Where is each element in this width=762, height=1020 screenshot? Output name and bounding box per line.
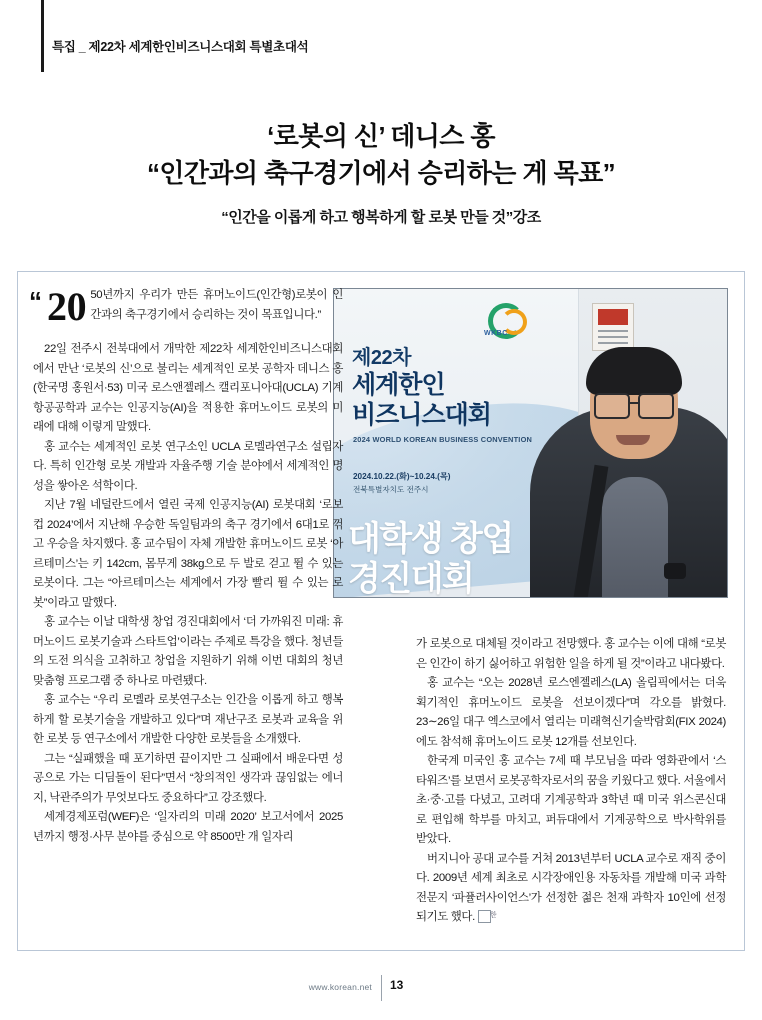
banner-headline-2: 경진대회: [348, 560, 474, 597]
title-block: [0, 118, 762, 227]
page-number: 13: [390, 978, 404, 992]
glasses-icon: [594, 393, 674, 415]
open-quote-icon: “: [29, 286, 42, 316]
paragraph: 지난 7월 네덜란드에서 열린 국제 인공지능(AI) 로봇대회 ‘로보컵 2024’에서 지난해 우승한 독일팀과의 축구 경기에서 6대1로 꺾고 우승을 차지했다. 홍 교수팀이 자체 개발한 휴머노이드 로봇 ‘아르테미스’는 키 142cm, 몸무게 38kg으로 두 발로 걷고 뛸 수 있는 로봇이다. 그는 “아르테미스는 세계에서 가장 빨리 뛸 수 있는 로봇”이라고 말했다.: [33, 499, 343, 609]
banner-line-2: 세계한인: [352, 371, 445, 399]
page-title-line-1: ‘로봇의 신’ 데니스 홍: [267, 121, 495, 151]
article-photo: [333, 288, 728, 598]
paragraph-last: [416, 850, 726, 928]
paragraph: 가 로봇으로 대체될 것이라고 전망했다. 홍 교수는 이에 대해 “로봇은 인간이 하기 싫어하고 위험한 일을 하게 될 것”이라고 내다봤다.: [416, 638, 726, 670]
paragraph: 세계경제포럼(WEF)은 ‘일자리의 미래 2020’ 보고서에서 2025년까지 행정·사무 분야를 중심으로 약 8500만 개 일자리: [33, 811, 343, 843]
banner-date: 2024.10.22.(화)~10.24.(목): [353, 472, 451, 481]
paragraph: 홍 교수는 이날 대학생 창업 경진대회에서 ‘더 가까워진 미래: 휴머노이드 로봇기술과 스타트업’이라는 주제로 특강을 했다. 청년들의 도전 의식을 고취하고 창업을 지원하기 위해 이번 대회의 청년 맞춤형 프로그램 중 하나로 마련됐다.: [33, 616, 343, 687]
paragraph: 홍 교수는 “오는 2028년 로스엔젤레스(LA) 올림픽에서는 더욱 획기적인 휴머노이드 로봇을 선보이겠다”며 각오를 밝혔다. 23∼26일 대구 엑스코에서 열리는 미래혁신기술박람회(FIX 2024)에도 참석해 휴머노이드 로봇 12개를 선보인다.: [416, 677, 726, 748]
header-kicker: 특집 _ 제22차 세계한인비즈니스대회 특별초대석: [52, 40, 309, 54]
wristwatch: [664, 563, 686, 579]
wall-poster: [592, 303, 634, 351]
person-mouth: [616, 435, 650, 445]
footer-site-url: www.korean.net: [308, 982, 372, 992]
lead-paragraph: [29, 284, 343, 340]
paragraph: 홍 교수는 세계적인 로봇 연구소인 UCLA 로멜라연구소 설립자다. 특히 인간형 로봇 개발과 자율주행 기술 분야에서 세계적인 명성을 쌓아온 석학이다.: [33, 440, 343, 492]
paragraph: 그는 “실패했을 때 포기하면 끝이지만 그 실패에서 배운다면 성공으로 가는 디딤돌이 된다”면서 “창의적인 생각과 끊임없는 에너지, 낙관주의가 무엇보다도 중요하다”고 강조했다.: [33, 752, 343, 804]
paragraph: 홍 교수는 “우리 로멜라 로봇연구소는 인간을 이롭게 하고 행복하게 할 로봇기술을 개발하고 있다”며 재난구조 로봇과 교육을 위한 로봇 등 연구소에서 개발한 다양한 로봇들을 소개했다.: [33, 694, 343, 745]
page-subtitle: “인간을 이롭게 하고 행복하게 할 로봇 만들 것”강조: [221, 209, 541, 226]
banner-english-title: 2024 WORLD KOREAN BUSINESS CONVENTION: [353, 435, 533, 444]
paragraph-text: 버지니아 공대 교수를 거쳐 2013년부터 UCLA 교수로 재직 중이다. 2009년 세계 최초로 시각장애인용 자동차를 개발해 미국 과학전문지 ‘파퓰러사이언스’가 선정한 젊은 천재 과학자 10인에 선정되기도 했다.: [416, 852, 726, 923]
banner-line-1: 제22차: [352, 347, 411, 369]
header-rule: [41, 0, 44, 72]
banner-headline-1: 대학생 창업: [348, 520, 513, 558]
page-title-line-2: “인간과의 축구경기에서 승리하는 게 목표”: [146, 158, 616, 188]
person-hair: [586, 347, 682, 395]
drop-cap: 20: [47, 284, 87, 329]
end-mark-icon: 한: [478, 910, 491, 923]
paragraph: 22일 전주시 전북대에서 개막한 제22차 세계한인비즈니스대회에서 만난 ‘로봇의 신’으로 불리는 세계적인 로봇 공학자 데니스 홍(한국명 홍원서·53) 미국 로스앤젤레스 캘리포니아대(UCLA) 기계항공공학과 교수는 인공지능(AI)을 적용한 휴머노이드 로봇의 미래에 대해 이렇게 말했다.: [33, 343, 343, 433]
person-shirt: [602, 477, 668, 597]
lead-text: 50년까지 우리가 만든 휴머노이드(인간형)로봇이 인간과의 축구경기에서 승리하는 것이 목표입니다.”: [90, 289, 343, 321]
banner-line-3: 비즈니스대회: [352, 401, 491, 429]
article-column-right: [416, 635, 726, 928]
wkbc-logo-label: WKBC: [484, 330, 508, 337]
paragraph: 한국계 미국인 홍 교수는 7세 때 부모님을 따라 영화관에서 ‘스타워즈’를 보면서 로봇공학자로서의 꿈을 키웠다고 했다. 서울에서 초·중·고를 다녔고, 고려대 기계공학과 3학년 때 미국 위스콘신대로 편입해 학부를 마치고, 퍼듀대에서 기계공학으로 박사학위를 받았다.: [416, 755, 726, 845]
article-column-left: [29, 284, 343, 847]
banner-place: 전북특별자치도 전주시: [353, 485, 429, 494]
footer-divider: [381, 975, 382, 1001]
wkbc-logo-icon: [484, 303, 530, 339]
